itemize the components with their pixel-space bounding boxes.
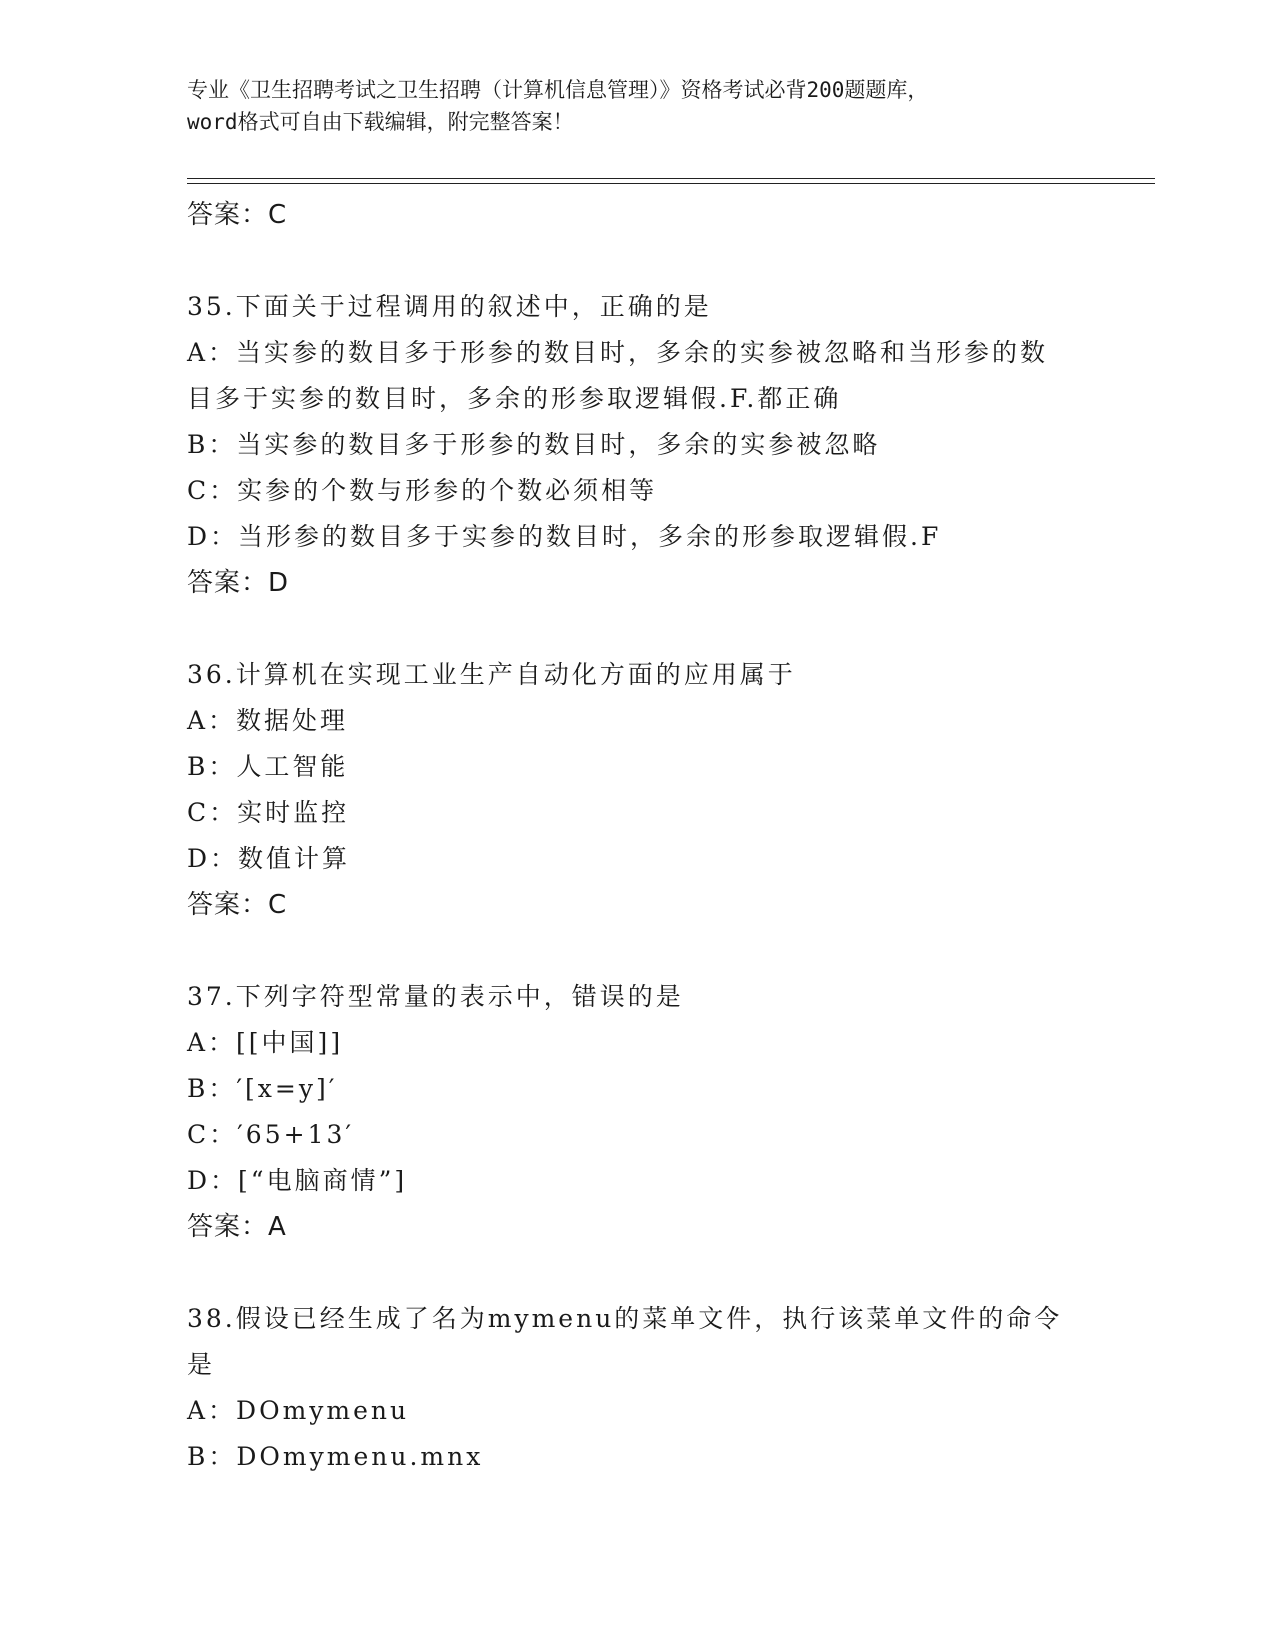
header-rule-top — [187, 178, 1155, 179]
question-36 — [187, 652, 1087, 928]
option-c: C：实时监控 — [187, 798, 350, 827]
question-list — [187, 192, 1087, 1480]
option-d: D：数值计算 — [187, 844, 351, 873]
question-stem: 35.下面关于过程调用的叙述中，正确的是 — [187, 292, 712, 321]
option-c: C：实参的个数与形参的个数必须相等 — [187, 476, 658, 505]
option-a-continued: 目多于实参的数目时，多余的形参取逻辑假.F.都正确 — [187, 384, 842, 413]
answer-line: 答案：C — [187, 200, 288, 230]
answer-line: 答案：C — [187, 890, 288, 920]
option-b: B：′[x=y]′ — [187, 1074, 338, 1103]
option-d: D：[“电脑商情”] — [187, 1166, 408, 1195]
question-stem: 36.计算机在实现工业生产自动化方面的应用属于 — [187, 660, 796, 689]
option-d: D：当形参的数目多于实参的数目时，多余的形参取逻辑假.F — [187, 522, 942, 551]
answer-line: 答案：D — [187, 568, 290, 598]
option-b: B：人工智能 — [187, 752, 349, 781]
page-header — [187, 74, 1087, 138]
question-stem-continued: 是 — [187, 1350, 216, 1379]
question-35 — [187, 284, 1087, 606]
header-line-1: 专业《卫生招聘考试之卫生招聘（计算机信息管理）》资格考试必背200题题库， — [187, 78, 929, 102]
answer-line: 答案：A — [187, 1212, 287, 1242]
header-line-2: word格式可自由下载编辑，附完整答案！ — [187, 110, 574, 134]
option-a: A：数据处理 — [187, 706, 349, 735]
question-38 — [187, 1296, 1087, 1480]
option-a: A：DOmymenu — [187, 1396, 410, 1425]
question-stem: 38.假设已经生成了名为mymenu的菜单文件，执行该菜单文件的命令 — [187, 1304, 1063, 1333]
option-a: A：[[中国]] — [187, 1028, 344, 1057]
option-a: A：当实参的数目多于形参的数目时，多余的实参被忽略和当形参的数 — [187, 338, 1049, 367]
option-c: C：′65+13′ — [187, 1120, 355, 1149]
option-b: B：DOmymenu.mnx — [187, 1442, 484, 1471]
question-stem: 37.下列字符型常量的表示中，错误的是 — [187, 982, 684, 1011]
option-b: B：当实参的数目多于形参的数目时，多余的实参被忽略 — [187, 430, 881, 459]
question-37 — [187, 974, 1087, 1250]
header-rule-bottom — [187, 183, 1155, 184]
